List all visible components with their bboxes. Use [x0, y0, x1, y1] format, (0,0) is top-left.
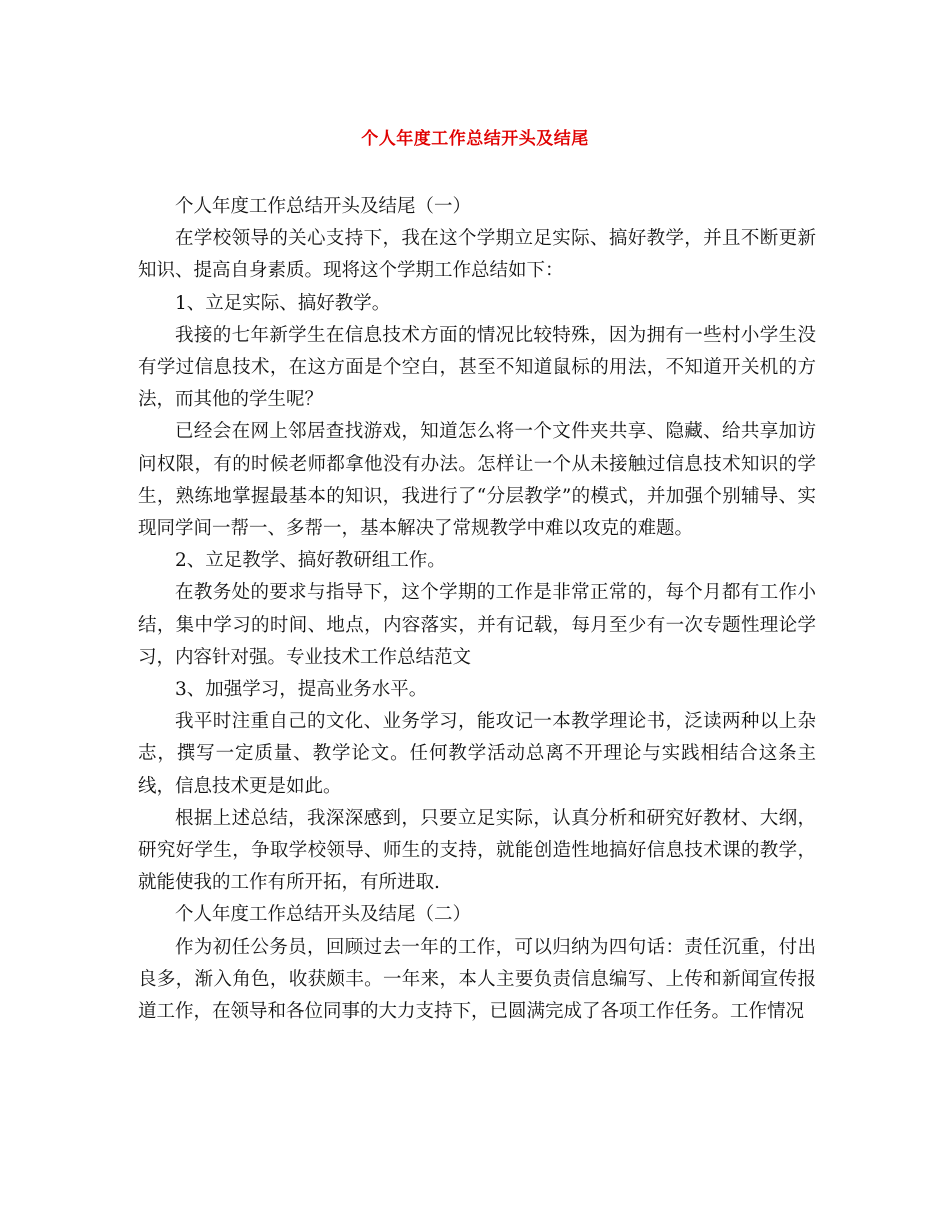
paragraph: 在学校领导的关心支持下，我在这个学期立足实际、搞好教学，并且不断更新知识、提高自身素质。现将这个学期工作总结如下： [138, 228, 816, 282]
subheading-3: 3、加强学习，提高业务水平。 [175, 679, 428, 701]
paragraph: 已经会在网上邻居查找游戏，知道怎么将一个文件夹共享、隐藏、给共享加访问权限，有的时候老师都拿他没有办法。怎样让一个从未接触过信息技术知识的学生，熟练地掌握最基本的知识，我进行了“分层教学”的模式，并加强个别辅导、实现同学间一帮一、多帮一，基本解决了常规教学中难以攻克的难题。 [138, 421, 816, 540]
subheading-1: 1、立足实际、搞好教学。 [175, 292, 391, 314]
section-heading-2: 个人年度工作总结开头及结尾（二） [175, 904, 472, 926]
document-title: 个人年度工作总结开头及结尾 [361, 129, 589, 149]
paragraph: 作为初任公务员，回顾过去一年的工作，可以归纳为四句话：责任沉重，付出良多，渐入角色，收获颇丰。一年来，本人主要负责信息编写、上传和新闻宣传报道工作，在领导和各位同事的大力支持下，已圆满完成了各项工作任务。工作情况 [138, 936, 816, 1023]
section-heading-1: 个人年度工作总结开头及结尾（一） [175, 196, 472, 217]
paragraph: 我平时注重自己的文化、业务学习，能攻记一本教学理论书，泛读两种以上杂志，撰写一定质量、教学论文。任何教学活动总离不开理论与实践相结合这条主线，信息技术更是如此。 [138, 711, 816, 797]
paragraph: 在教务处的要求与指导下，这个学期的工作是非常正常的，每个月都有工作小结，集中学习的时间、地点，内容落实，并有记载，每月至少有一次专题性理论学习，内容针对强。专业技术工作总结范文 [138, 582, 816, 668]
document-body [138, 191, 816, 1028]
paragraph: 根据上述总结，我深深感到，只要立足实际，认真分析和研究好教材、大纲，研究好学生，争取学校领导、师生的支持，就能创造性地搞好信息技术课的教学，就能使我的工作有所开拓，有所进取. [138, 807, 816, 894]
paragraph: 我接的七年新学生在信息技术方面的情况比较特殊，因为拥有一些村小学生没有学过信息技术，在这方面是个空白，甚至不知道鼠标的用法，不知道开关机的方法，而其他的学生呢？ [138, 324, 816, 411]
subheading-2: 2、立足教学、搞好教研组工作。 [175, 550, 446, 572]
